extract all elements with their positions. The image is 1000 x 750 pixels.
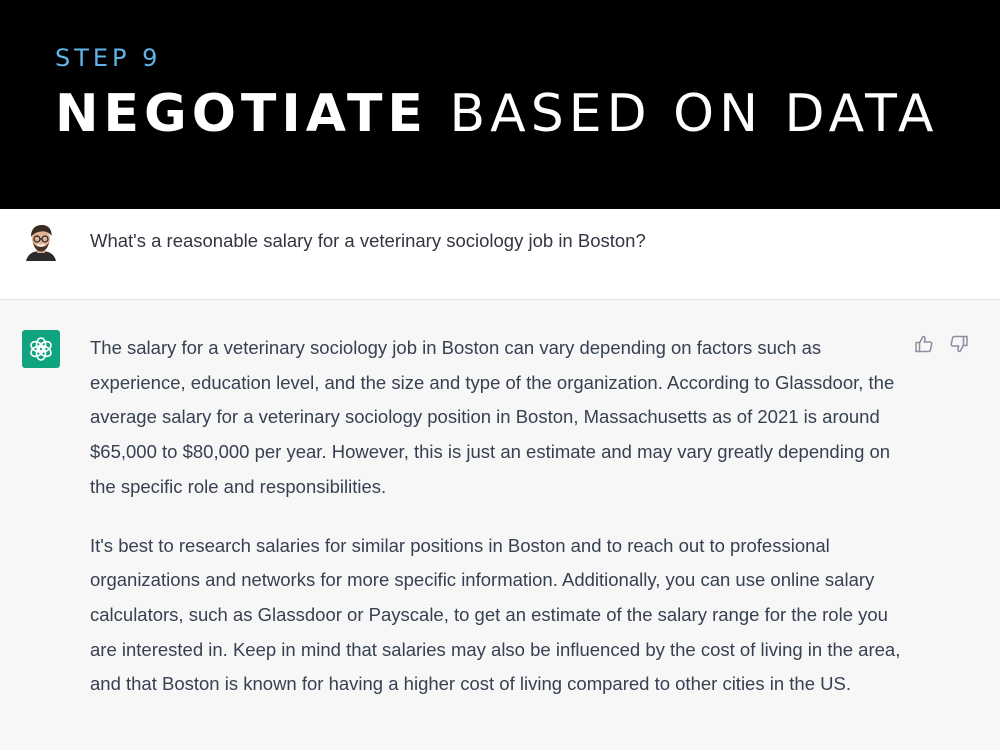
thumbs-down-button[interactable] — [948, 333, 970, 355]
assistant-paragraph: It's best to research salaries for similar positions in Boston and to reach out to professional organizations and networks for more specific information. Additionally, you can use online salary calculators, such as Glassdoor or Payscale, to get an estimate of the salary range for the role you are interested in. Keep in mind that salaries may also be influenced by the cost of living in the area, and that Boston is known for having a higher cost of living compared to other cities in the US. — [90, 534, 901, 695]
avatar — [22, 223, 60, 261]
openai-logo-icon — [22, 330, 60, 368]
slide-title — [55, 84, 938, 144]
openai-knot-icon — [28, 336, 54, 362]
header-banner — [0, 0, 1000, 209]
assistant-message — [90, 331, 905, 726]
step-label: STEP 9 — [55, 44, 162, 72]
assistant-paragraph: The salary for a veterinary sociology job in Boston can vary depending on factors such as experience, education level, and the size and type of the organization. According to Glassdoor, the average salary for a veterinary sociology position in Boston, Massachusetts as of 2021 is around $65,000 to $80,000 per year. However, this is just an estimate and may vary greatly depending on the specific role and responsibilities. — [90, 337, 895, 497]
user-message: What's a reasonable salary for a veterinary sociology job in Boston? — [90, 230, 646, 251]
thumbs-up-button[interactable] — [913, 333, 935, 355]
user-avatar-icon — [22, 223, 60, 261]
user-message-row — [0, 209, 1000, 300]
title-rest: BASED ON DATA — [449, 84, 939, 144]
thumbs-up-icon — [914, 334, 934, 354]
title-strong-word: NEGOTIATE — [55, 84, 428, 144]
thumbs-down-icon — [949, 334, 969, 354]
assistant-message-row — [0, 300, 1000, 750]
